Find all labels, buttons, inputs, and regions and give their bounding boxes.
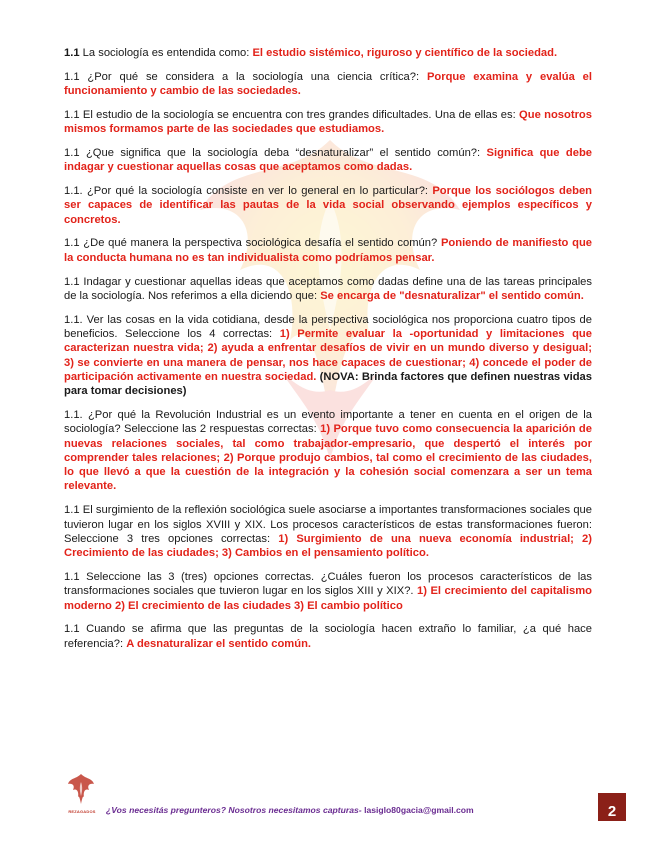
rezagados-logo-icon <box>64 770 98 808</box>
question-text: 1.1 Seleccione las 3 (tres) opciones correctas. ¿Cuáles fueron los procesos característicos de las transformaciones sociales que tuvieron lugar en los siglos XIII y XIX?. <box>64 570 592 598</box>
question-paragraph <box>64 503 592 560</box>
answer-text: Significa que debe indagar y cuestionar aquellas cosas que aceptamos como dadas. <box>64 146 592 174</box>
question-paragraph <box>64 146 592 175</box>
question-text: 1.1. ¿Por qué la Revolución Industrial es un evento importante a tener en cuenta en el origen de la sociología? Seleccione las 2 respuestas correctas: <box>64 408 592 436</box>
note-text: (NOVA: Brinda factores que definen nuestras vidas para tomar decisiones) <box>64 370 592 398</box>
question-text: La sociología es entendida como: <box>79 47 253 59</box>
answer-text: Que nosotros mismos formamos parte de las sociedades que estudiamos. <box>64 108 592 136</box>
document-body <box>64 46 592 660</box>
footer-note <box>106 805 474 815</box>
question-paragraph <box>64 184 592 227</box>
answer-text: Porque examina y evalúa el funcionamiento y cambio de las sociedades. <box>64 70 592 98</box>
question-paragraph <box>64 408 592 494</box>
question-paragraph <box>64 108 592 137</box>
logo-label: REZAGADOS <box>68 809 96 814</box>
page-number: 2 <box>598 793 626 821</box>
question-text: 1.1 El estudio de la sociología se encuentra con tres grandes dificultades. Una de ellas es: <box>64 108 520 121</box>
answer-text: 1) Porque tuvo como consecuencia la aparición de nuevas relaciones sociales, tal como trabajador-empresario, que despertó el interés por comprender tales relaciones; 2) Porque produjo cambios, tal como el crecimiento de las ciudades, lo que llevó a que la cuestión de la integración y la cohesión social comenzara a ser un tema relevante. <box>64 423 592 493</box>
question-text: 1.1 ¿Que significa que la sociología deba “desnaturalizar” el sentido común?: <box>64 146 487 159</box>
answer-text: El estudio sistémico, riguroso y científico de la sociedad. <box>252 47 558 59</box>
question-text: 1.1 ¿De qué manera la perspectiva sociológica desafía el sentido común? <box>64 237 441 250</box>
answer-text: Poniendo de manifiesto que la conducta humana no es tan individualista como podríamos pensar. <box>64 237 592 264</box>
answer-text: 1) El crecimiento del capitalismo moderno 2) El crecimiento de las ciudades 3) El cambio político <box>64 585 592 612</box>
answer-text: A desnaturalizar el sentido común. <box>126 637 312 650</box>
question-paragraph <box>64 70 592 99</box>
question-text: 1.1 <box>64 47 80 59</box>
question-text: 1.1 El surgimiento de la reflexión sociológica suele asociarse a importantes transformaciones sociales que tuvieron lugar en los siglos XVIII y XIX. Los procesos característicos de estas transformaciones fueron: Seleccione 3 tres opciones correctas: <box>64 504 592 545</box>
question-paragraph <box>64 275 592 304</box>
question-paragraph <box>64 570 592 613</box>
footer-message: ¿Vos necesitás pregunteros? Nosotros necesitamos capturas- <box>106 805 365 815</box>
question-text: 1.1 Indagar y cuestionar aquellas ideas que aceptamos como dadas define una de las tareas principales de la sociología. Nos referimos a ella diciendo que: <box>64 275 592 302</box>
question-text: 1.1. Ver las cosas en la vida cotidiana, desde la perspectiva sociológica nos proporciona cuatro tipos de beneficios. Seleccione los 4 correctas: <box>64 313 592 340</box>
question-paragraph <box>64 46 592 60</box>
footer-email-link[interactable]: lasiglo80gacia@gmail.com <box>364 805 474 815</box>
question-text: 1.1. ¿Por qué la sociología consiste en ver lo general en lo particular?: <box>64 185 433 198</box>
answer-text: 1) Permite evaluar la -oportunidad y limitaciones que caracterizan nuestra vida; 2) ayuda a enfrentar desafíos de vivir en un mundo diverso y desigual; 3) se convierte en una manera de pensar, nos hace capaces de cuestionar; 4) concede el poder de participación activamente en nuestra sociedad. <box>64 327 592 383</box>
question-text: 1.1 Cuando se afirma que las preguntas de la sociología hacen extraño lo familiar, ¿a qué hace referencia?: <box>64 623 592 650</box>
answer-text: 1) Surgimiento de una nueva economía industrial; 2) Crecimiento de las ciudades; 3) Cambios en el pensamiento político. <box>64 532 592 560</box>
answer-text: Se encarga de "desnaturalizar" el sentido común. <box>320 289 584 302</box>
question-paragraph <box>64 236 592 265</box>
question-paragraph <box>64 622 592 651</box>
question-paragraph <box>64 313 592 399</box>
answer-text: Porque los sociólogos deben ser capaces de identificar las pautas de la vida social observando ejemplos específicos y concretos. <box>64 185 592 226</box>
question-text: 1.1 ¿Por qué se considera a la sociología una ciencia crítica?: <box>64 70 427 83</box>
